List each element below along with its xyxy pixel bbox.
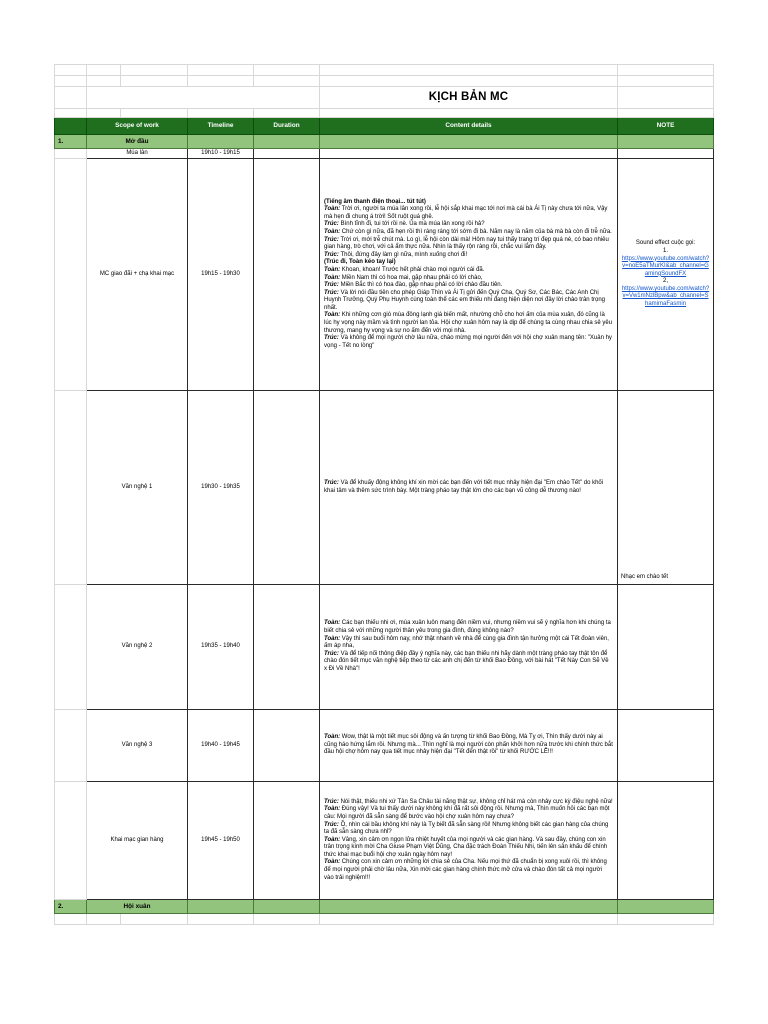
page-title: KỊCH BẢN MC: [320, 87, 618, 109]
note-heading: Sound effect cuộc gọi:: [635, 240, 696, 247]
dialogue-text: Chúng con xin cảm ơn những lời chia sẻ của Cha. Nếu mọi thứ đã chuẩn bị xong xuôi rồi, thì không để mọi người phải chờ lâu nữa, Xin mời các gian hàng chính thức mở cửa và chào đón tất cả mọi người vào trải nghiệm!!!: [324, 859, 607, 881]
dialogue-line: [324, 734, 613, 757]
dialogue-line: [324, 335, 613, 350]
note-cell: Nhạc em chào tết: [618, 391, 714, 585]
dialogue-line: [324, 282, 613, 290]
dialogue-text: Và để tiếp nối thông điệp đầy ý nghĩa này, các bạn thiếu nhi hãy dành một tràng pháo tay thật tôn để chào đón tiết mục văn nghệ tiếp theo từ các anh chị đến từ khối Bao Đồng, với bài hát "Tết Này Con Sẽ Về x Đi Về Nhà"!: [324, 650, 609, 672]
note-number: 2,: [662, 278, 668, 285]
scope-cell: Văn nghệ 1: [87, 391, 188, 585]
speaker-label: Trúc:: [324, 251, 339, 258]
dialogue-line: [324, 806, 613, 821]
speaker-label: Toàn:: [324, 274, 341, 281]
speaker-label: Trúc:: [324, 289, 339, 296]
sound-link-1[interactable]: https://www.youtube.com/watch?v=noE5aTMurKI&ab_channel=GamingSoundFX: [621, 255, 710, 277]
dialogue-text: Vậy thì sau buổi hôm nay, nhớ thật nhanh về nhà để cùng gia đình tận hưởng một cái Tết đoàn viên, ấm áp nha,: [324, 635, 609, 650]
dialogue-text: Đúng vậy! Và tui thấy dưới này không khí đã rất sôi động rồi. Nhưng mà, Thìn muốn hỏi các bạn một câu: Mọi người đã sẵn sàng để bước vào hội chợ xuân hôm nay chưa?: [324, 806, 610, 820]
speaker-label: Trúc:: [324, 479, 339, 486]
dialogue-text: Và lời nói đầu tiên cho phép Giáp Thìn và Ái Tị gửi đến Quý Cha, Quý Sơ, Các Bác, Các Anh Chị Huynh Trưởng, Quý Phụ Huynh cùng toàn thể các em thiếu nhi đang hiện diện nơi đây lời chào trân trọng nhất.: [324, 289, 605, 311]
table-row: [55, 710, 714, 782]
content-cell: [320, 710, 618, 782]
blank-row: [55, 109, 714, 118]
section-number: 2.: [55, 900, 87, 914]
timeline-cell: 19h40 - 19h45: [188, 710, 254, 782]
timeline-cell: 19h10 - 19h15: [188, 149, 254, 159]
dialogue-line: [324, 237, 613, 252]
dialogue-line: [324, 229, 613, 237]
header-row: [55, 118, 714, 135]
section-label: Mở đầu: [87, 135, 188, 149]
section-label: Hội xuân: [87, 900, 188, 914]
speaker-label: (Tiếng âm thanh điện thoại... tút tút): [324, 198, 426, 205]
dialogue-line: [324, 221, 613, 229]
dialogue-line: [324, 312, 613, 335]
speaker-label: Trúc:: [324, 821, 339, 828]
note-cell: [618, 159, 714, 391]
timeline-cell: 19h15 - 19h30: [188, 159, 254, 391]
dialogue-text: Các bạn thiếu nhi ơi, mùa xuân luôn mang đến niềm vui, nhưng niềm vui sẽ ý nghĩa hơn khi chúng ta biết chia sẻ với những người thân yêu trong gia đình, đúng không nào?: [324, 620, 611, 635]
script-table: [54, 64, 714, 925]
timeline-cell: 19h30 - 19h35: [188, 391, 254, 585]
dialogue-line: [324, 651, 613, 674]
section-row-1: [55, 135, 714, 149]
dialogue-text: Và để khuấy động không khí xin mời các bạn đến với tiết mục nhảy hiện đại "Em chào Tết" do khối khai tâm và thêm sức trình bày. Một tràng pháo tay thật lớn cho các bạn vũ công dễ thương nào!: [324, 479, 604, 494]
table-row: [55, 782, 714, 900]
dialogue-text: Wow, thật là một tiết mục sôi động và ấn tượng từ khối Bao Đồng, Mà Tỵ ơi, Thìn thấy dưới này ai cũng háo hứng lắm rồi. Nhưng mà... Thìn nghĩ là mọi người còn phấn khởi hơn nữa trước khi chính thức bắt đầu hội chợ hôm nay qua tiết mục nhảy hiện đại "Tết đến thật rồi" từ khối RƯỚC LỄ!!!: [324, 734, 613, 756]
dialogue-text: Thôi, đứng đây làm gì nữa, mình xuống chơi đi!: [338, 251, 468, 258]
dialogue-text: Vâng, xin cảm ơn ngọn lửa nhiệt huyết của mọi người và các gian hàng. Và sau đây, chúng con xin trân trọng kính mời Cha Giuse Phạm Việt Dũng, Cha đặc trách Đoàn Thiếu Nhi, tiến lên sân khấu để chính thức khai mạc buổi hội chợ xuân ngày hôm nay!: [324, 836, 608, 858]
section-number: 1.: [55, 135, 87, 149]
table-row: [55, 159, 714, 391]
dialogue-text: Khi những cơn gió mùa đông lạnh giá biến mất, nhường chỗ cho hơi ấm của mùa xuân, đó cũng là lúc hy vọng này mầm và tình người lan tỏa. Hội chợ xuân hôm nay là dịp để chúng ta cùng nhau chia sẻ yêu thương, mang hy vọng và sự no ấm đến với mọi nhà.: [324, 312, 613, 334]
dialogue-text: Khoan, khoan! Trước hết phải chào mọi người cái đã.: [340, 266, 485, 273]
speaker-label: Toàn:: [324, 734, 341, 741]
dialogue-text: Nói thật, thiếu nhi xứ Tân Sa Châu tài năng thật sự, không chỉ hát mà còn nhảy cực kỳ điệu nghệ nữa!: [338, 798, 613, 805]
note-number: 1.: [662, 247, 668, 254]
content-cell: [320, 391, 618, 585]
speaker-label: Toàn:: [324, 228, 341, 235]
title-row: [55, 87, 714, 109]
speaker-label: Toàn:: [324, 806, 341, 813]
dialogue-text: Bình tĩnh đi, tui tới rồi nè. Ủa mà múa lân xong rồi hả?: [338, 221, 485, 228]
blank-row: [55, 65, 714, 76]
header-note: NOTE: [618, 118, 714, 135]
speaker-label: Trúc:: [324, 236, 339, 243]
speaker-label: Trúc:: [324, 798, 339, 805]
scope-cell: Văn nghệ 3: [87, 710, 188, 782]
header-timeline: Timeline: [188, 118, 254, 135]
scope-cell: MC giao đãi + chạ khai mạc: [87, 159, 188, 391]
table-row: [55, 391, 714, 585]
dialogue-line: [324, 275, 613, 283]
content-cell: [320, 585, 618, 710]
speaker-label: Toàn:: [324, 312, 341, 319]
speaker-label: Toàn:: [324, 836, 341, 843]
speaker-label: Toàn:: [324, 859, 341, 866]
dialogue-line: [324, 636, 613, 651]
section-row-2: [55, 900, 714, 914]
table-row: [55, 149, 714, 159]
timeline-cell: 19h35 - 19h40: [188, 585, 254, 710]
blank-row: [55, 914, 714, 925]
speaker-label: (Trúc đi, Toàn kéo tay lại): [324, 259, 396, 266]
dialogue-line: [324, 837, 613, 860]
dialogue-text: Trời ơi, mới trễ chút mà. Lo gì, lễ hội còn dài mà! Hôm nay tui thấy trang trí đẹp quá nè, có bao nhiêu gian hàng, trò chơi, với cả ẩm thực nữa. Nhìn là thấy rộn ràng rồi, chắc vui lắm đây.: [324, 236, 609, 251]
timeline-cell: 19h45 - 19h50: [188, 782, 254, 900]
dialogue-line: [324, 822, 613, 837]
scope-cell: Văn nghệ 2: [87, 585, 188, 710]
dialogue-line: [324, 259, 613, 267]
dialogue-line: [324, 252, 613, 260]
spreadsheet: [54, 64, 714, 925]
dialogue-text: Miền Nam thì có hoa mai, gặp nhau phải có lời chào,: [340, 274, 483, 281]
speaker-label: Toàn:: [324, 206, 341, 213]
content-cell: [320, 159, 618, 391]
header-content: Content details: [320, 118, 618, 135]
scope-cell: Múa lân: [87, 149, 188, 159]
dialogue-line: [324, 290, 613, 313]
table-row: [55, 585, 714, 710]
dialogue-line: [324, 206, 613, 221]
speaker-label: Trúc:: [324, 221, 339, 228]
dialogue-text: Trời ơi, người ta múa lân xong rồi, lễ hội sắp khai mạc tới nơi mà cái bà Ái Tị này chưa tới nữa, Vậy mà hẹn đi chung á trời! Sốt ruột quá ghê.: [324, 206, 608, 220]
header-scope: Scope of work: [87, 118, 188, 135]
dialogue-line: [324, 859, 613, 882]
dialogue-text: Chứ còn gì nữa, đã hẹn rồi thì ráng ráng tới sớm đi bà. Năm nay là năm của bà mà bà còn đi trễ nữa.: [340, 228, 612, 235]
speaker-label: Toàn:: [324, 620, 341, 627]
dialogue-text: Và không để mọi người chờ lâu nữa, chào mừng mọi người đến với hội chợ xuân mang tên: "Xuân hy vọng - Tết no lòng": [324, 335, 612, 349]
speaker-label: Toàn:: [324, 266, 341, 273]
header-duration: Duration: [254, 118, 320, 135]
speaker-label: Trúc:: [324, 650, 339, 657]
speaker-label: Toàn:: [324, 635, 341, 642]
scope-cell: Khai mạc gian hàng: [87, 782, 188, 900]
speaker-label: Trúc:: [324, 335, 339, 342]
blank-row: [55, 76, 714, 87]
dialogue-line: [324, 620, 613, 635]
content-cell: [320, 782, 618, 900]
dialogue-line: [324, 480, 613, 495]
dialogue-text: Ồ, nhìn cái bầu không khí này là Tỵ biết đã sẵn sàng rồi! Nhưng không biết các gian hàng của chúng ta đã sẵn sàng chưa nhỉ?: [324, 821, 609, 836]
dialogue-text: Miền Bắc thì có hoa đào, gặp nhau phải có lời chào đầu tiên.: [338, 282, 503, 289]
sound-link-2[interactable]: https://www.youtube.com/watch?v=Vw1mNzlBpw&ab_channel=ShamimaFasmin: [621, 285, 710, 308]
speaker-label: Trúc:: [324, 282, 339, 289]
dialogue-line: [324, 267, 613, 275]
